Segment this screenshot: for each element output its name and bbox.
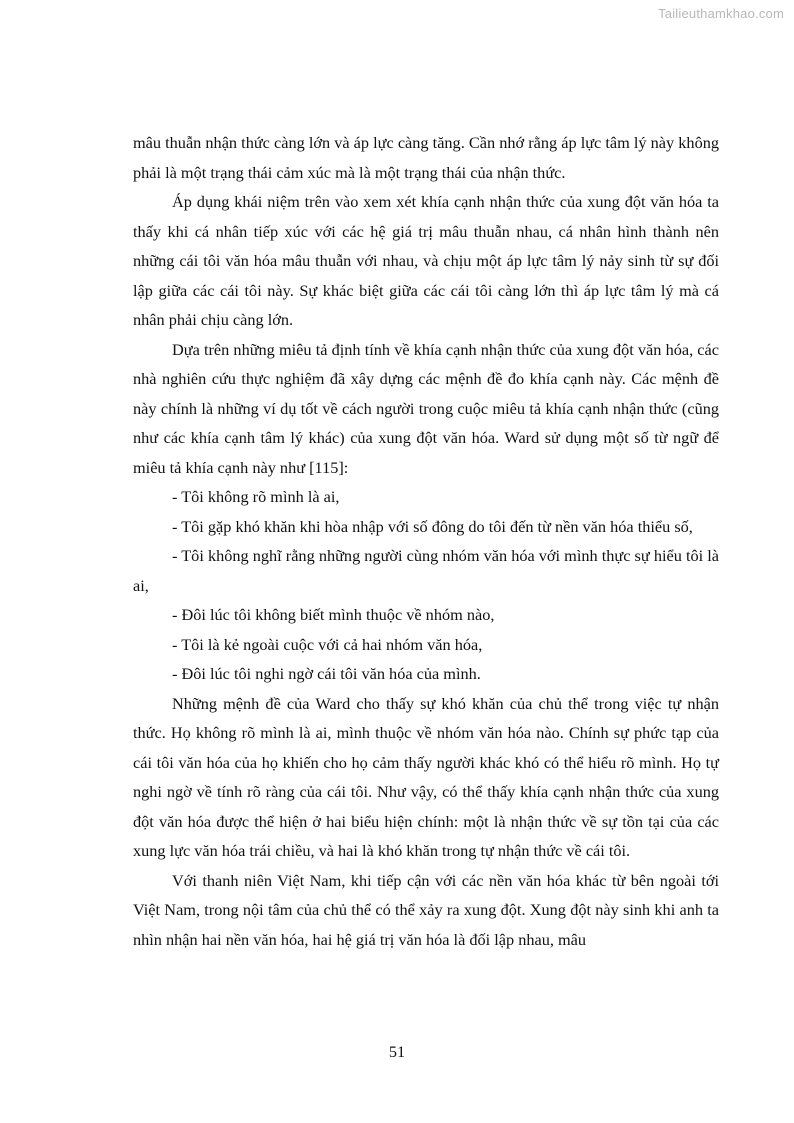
list-item: - Tôi gặp khó khăn khi hòa nhập với số đông do tôi đến từ nền văn hóa thiểu số, bbox=[172, 516, 693, 536]
paragraph-1: mâu thuẫn nhận thức càng lớn và áp lực càng tăng. Cần nhớ rằng áp lực tâm lý này không phải là một trạng thái cảm xúc mà là một trạng thái của nhận thức. bbox=[133, 133, 719, 182]
list-item: - Tôi không rõ mình là ai, bbox=[172, 487, 340, 506]
page-body bbox=[133, 128, 719, 954]
paragraph-2: Áp dụng khái niệm trên vào xem xét khía cạnh nhận thức của xung đột văn hóa ta thấy khi cá nhân tiếp xúc với các hệ giá trị mâu thuẫn nhau, cá nhân hình thành nên những cái tôi văn hóa mâu thuẫn với nhau, và chịu một áp lực tâm lý nảy sinh từ sự đối lập giữa các cái tôi này. Sự khác biệt giữa các cái tôi càng lớn thì áp lực tâm lý mà cá nhân phải chịu càng lớn. bbox=[133, 192, 719, 329]
watermark: Tailieuthamkhao.com bbox=[658, 6, 784, 21]
list-item: - Đôi lúc tôi nghi ngờ cái tôi văn hóa của mình. bbox=[172, 664, 481, 683]
list-item: - Đôi lúc tôi không biết mình thuộc về nhóm nào, bbox=[172, 605, 495, 624]
paragraph-3: Dựa trên những miêu tả định tính về khía cạnh nhận thức của xung đột văn hóa, các nhà nghiên cứu thực nghiệm đã xây dựng các mệnh đề đo khía cạnh này. Các mệnh đề này chính là những ví dụ tốt về cách người trong cuộc miêu tả khía cạnh nhận thức (cũng như các khía cạnh tâm lý khác) của xung đột văn hóa. Ward sử dụng một số từ ngữ để miêu tả khía cạnh này như [115]: bbox=[133, 339, 719, 477]
list-item: - Tôi là kẻ ngoài cuộc với cả hai nhóm văn hóa, bbox=[172, 634, 483, 654]
paragraph-5: Với thanh niên Việt Nam, khi tiếp cận với các nền văn hóa khác từ bên ngoài tới Việt Nam, trong nội tâm của chủ thể có thể xảy ra xung đột. Xung đột này sinh khi anh ta nhìn nhận hai nền văn hóa, hai hệ giá trị văn hóa là đối lập nhau, mâu bbox=[133, 870, 719, 949]
paragraph-4: Những mệnh đề của Ward cho thấy sự khó khăn của chủ thể trong việc tự nhận thức. Họ không rõ mình là ai, mình thuộc về nhóm văn hóa nào. Chính sự phức tạp của cái tôi văn hóa của họ khiến cho họ cảm thấy người khác khó có thể hiểu rõ mình. Họ tự nghi ngờ về tính rõ ràng của cái tôi. Như vậy, có thể thấy khía cạnh nhận thức của xung đột văn hóa được thể hiện ở hai biểu hiện chính: một là nhận thức về sự tồn tại của các xung lực văn hóa trái chiều, và hai là khó khăn trong tự nhận thức về cái tôi. bbox=[133, 693, 719, 860]
list-item: - Tôi không nghĩ rằng những người cùng nhóm văn hóa với mình thực sự hiểu tôi là ai, bbox=[133, 546, 719, 595]
page-number: 51 bbox=[388, 1042, 406, 1061]
